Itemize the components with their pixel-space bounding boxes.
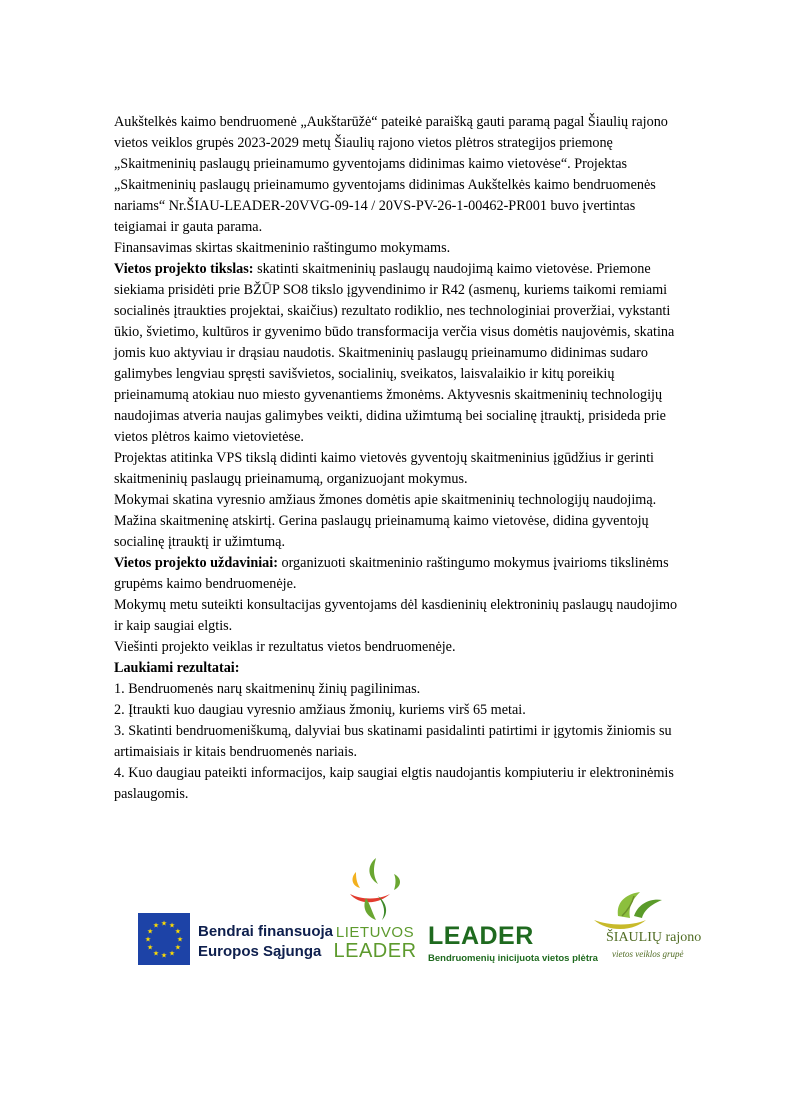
siauliu-subtitle: vietos veiklos grupė: [612, 949, 684, 959]
text-line: [114, 406, 746, 427]
text-line: [114, 658, 746, 679]
result-3: [114, 721, 746, 763]
leader-subtitle: Bendruomenių inicijuota vietos plėtra: [428, 953, 598, 964]
text-segment: 1. Bendruomenės narų skaitmeninų žinių pagilinimas.: [114, 681, 421, 697]
text-line: [114, 679, 746, 700]
text-line: [114, 784, 746, 805]
text-line: [114, 490, 746, 511]
document-body: [114, 112, 746, 805]
eu-star-icon: ★: [160, 919, 168, 928]
text-line: [114, 700, 746, 721]
text-segment: grupėms kaimo bendruomenėje.: [114, 576, 297, 592]
text-line: [114, 112, 746, 133]
leader-word: LEADER: [333, 940, 417, 962]
eu-flag-icon: [138, 913, 190, 965]
eu-star-icon: ★: [174, 927, 181, 936]
eu-star-icon: ★: [168, 921, 176, 930]
text-segment: organizuoti skaitmeninio raštingumo mokymus įvairioms tikslinėms: [277, 555, 669, 571]
text-line: [114, 616, 746, 637]
text-segment: 3. Skatinti bendruomeniškumą, dalyviai bus skatinami pasidalinti patirtimi ir įgytomis žiniomis su: [114, 723, 672, 739]
text-segment: Projektas atitinka VPS tikslą didinti kaimo vietovės gyventojų skaitmeninius įgūdžius ir gerinti: [114, 450, 654, 466]
eu-funding-line-1: Bendrai finansuoja: [198, 923, 334, 940]
eu-star-icon: ★: [147, 927, 154, 936]
text-segment: 2. Įtraukti kuo daugiau vyresnio amžiaus žmonių, kuriems virš 65 metai.: [114, 702, 526, 718]
text-segment: socialinę įtrauktį ir užimtumą.: [114, 534, 285, 550]
eu-star-icon: ★: [152, 949, 160, 958]
text-line: [114, 154, 746, 175]
consult-paragraph: [114, 595, 746, 637]
text-segment: Viešinti projekto veiklas ir rezultatus vietos bendruomenėje.: [114, 639, 456, 655]
text-line: [114, 217, 746, 238]
intro-paragraph: [114, 112, 746, 238]
eu-star-icon: ★: [152, 921, 160, 930]
eu-star-icon: ★: [144, 935, 152, 944]
text-segment: skatinti skaitmeninių paslaugų naudojimą kaimo vietovėse. Priemone: [253, 261, 651, 277]
text-segment: skaitmeninių paslaugų prieinamumą, organizuojant mokymus.: [114, 471, 468, 487]
text-segment: „Skaitmeninių paslaugų prieinamumo gyventojams didinimas Aukštelkės kaimo bendruomenės: [114, 177, 656, 193]
text-line: [114, 511, 746, 532]
text-line: [114, 175, 746, 196]
leader-title: LEADER: [428, 922, 534, 950]
text-segment: siekiama prisidėti prie BŽŪP SO8 tikslo įgyvendinimo ir R42 (asmenų, kuriems taikomi remiami: [114, 282, 668, 298]
training-paragraph: [114, 490, 746, 553]
text-segment: ir kaip saugiai elgtis.: [114, 618, 233, 634]
eu-star-icon: ★: [174, 943, 181, 952]
text-line: [114, 763, 746, 784]
text-line: [114, 385, 746, 406]
text-line: [114, 343, 746, 364]
text-segment: vietos veiklos grupės 2023-2029 metų Šiaulių rajono vietos plėtros strategijos priemonę: [114, 135, 613, 151]
text-line: [114, 301, 746, 322]
eu-star-icon: ★: [160, 951, 168, 960]
text-line: [114, 280, 746, 301]
lietuvos-leader-emblem-icon: [332, 854, 418, 924]
text-segment: prieinamumą atokiau nuo miesto gyvenantiems žmonėms. Aktyvesnis skaitmeninių technologijų: [114, 387, 663, 403]
goal-paragraph: [114, 259, 746, 448]
bold-label: Laukiami rezultatai:: [114, 660, 240, 676]
text-line: [114, 595, 746, 616]
text-segment: artimaisiais ir kitais bendruomenės nariais.: [114, 744, 358, 760]
text-line: [114, 742, 746, 763]
vps-paragraph: [114, 448, 746, 490]
text-segment: vietos plėtros kaimo vietovietėse.: [114, 429, 304, 445]
text-segment: naudojimas atveria naujas galimybes veikti, didina užimtumą bei socialinę įtrauktį, prisideda prie: [114, 408, 666, 424]
text-line: [114, 364, 746, 385]
text-line: [114, 133, 746, 154]
text-segment: „Skaitmeninių paslaugų prieinamumo gyventojams didinimas kaimo vietovėse“. Projektas: [114, 156, 628, 172]
text-line: [114, 322, 746, 343]
eu-funding-label: [198, 922, 333, 962]
text-line: [114, 721, 746, 742]
text-segment: nariams“ Nr.ŠIAU-LEADER-20VVG-09-14 / 20VS-PV-26-1-00462-PR001 buvo įvertintas: [114, 198, 636, 214]
eu-star-icon: ★: [147, 943, 154, 952]
text-segment: Aukštelkės kaimo bendruomenė „Aukštarūžė“ pateikė paraišką gauti paramą pagal Šiaulių rajono: [114, 114, 668, 130]
footer-logos: [0, 850, 792, 980]
text-segment: Mažina skaitmeninę atskirtį. Gerina paslaugų prieinamumą kaimo vietovėse, didina gyventojų: [114, 513, 649, 529]
bold-label: Vietos projekto uždaviniai:: [114, 555, 278, 571]
lietuvos-word: LIETUVOS: [335, 924, 415, 941]
text-line: [114, 448, 746, 469]
text-line: [114, 196, 746, 217]
eu-star-icon: ★: [176, 935, 184, 944]
eu-star-icon: ★: [168, 949, 176, 958]
text-line: [114, 637, 746, 658]
text-segment: Mokymai skatina vyresnio amžiaus žmones domėtis apie skaitmeninių technologijų naudojimą.: [114, 492, 657, 508]
text-segment: Finansavimas skirtas skaitmeninio raštingumo mokymams.: [114, 240, 451, 256]
result-4: [114, 763, 746, 805]
lietuvos-leader-logo: [332, 854, 418, 966]
result-1: [114, 679, 746, 700]
text-segment: Mokymų metu suteikti konsultacijas gyventojams dėl kasdieninių elektroninių paslaugų naudojimo: [114, 597, 678, 613]
publicity-paragraph: [114, 637, 746, 658]
siauliu-vvg-logo: [588, 886, 702, 976]
bold-label: Vietos projekto tikslas:: [114, 261, 254, 277]
text-line: [114, 238, 746, 259]
text-line: [114, 259, 746, 280]
text-line: [114, 532, 746, 553]
text-segment: 4. Kuo daugiau pateikti informacijos, kaip saugiai elgtis naudojantis kompiuteriu ir elektroninėmis: [114, 765, 674, 781]
text-line: [114, 469, 746, 490]
siauliu-leaf-icon: [588, 886, 698, 934]
text-segment: teigiamai ir gauta parama.: [114, 219, 263, 235]
text-segment: socialinės įtraukties projektai, skaičius) rezultato rodiklio, nes technologiniai proveržiai, vykstanti: [114, 303, 671, 319]
text-segment: galimybes lengviau spręsti savišvietos, socialinių, sveikatos, laisvalaikio ir kitų poreikių: [114, 366, 615, 382]
text-line: [114, 574, 746, 595]
text-segment: paslaugomis.: [114, 786, 189, 802]
result-2: [114, 700, 746, 721]
text-segment: ūkio, švietimo, kultūros ir gyvenimo būdo transformacija verčia visus domėtis naujovėmis, skatina: [114, 324, 675, 340]
text-line: [114, 427, 746, 448]
siauliu-title: ŠIAULIŲ rajono: [606, 930, 702, 945]
text-segment: jomis kuo aktyviau ir drąsiau naudotis. Skaitmeninių paslaugų prieinamumo didinimas sudaro: [114, 345, 648, 361]
results-heading: [114, 658, 746, 679]
text-line: [114, 553, 746, 574]
eu-funding-line-2: Europos Sąjunga: [198, 943, 322, 960]
funding-paragraph: [114, 238, 746, 259]
tasks-paragraph: [114, 553, 746, 595]
